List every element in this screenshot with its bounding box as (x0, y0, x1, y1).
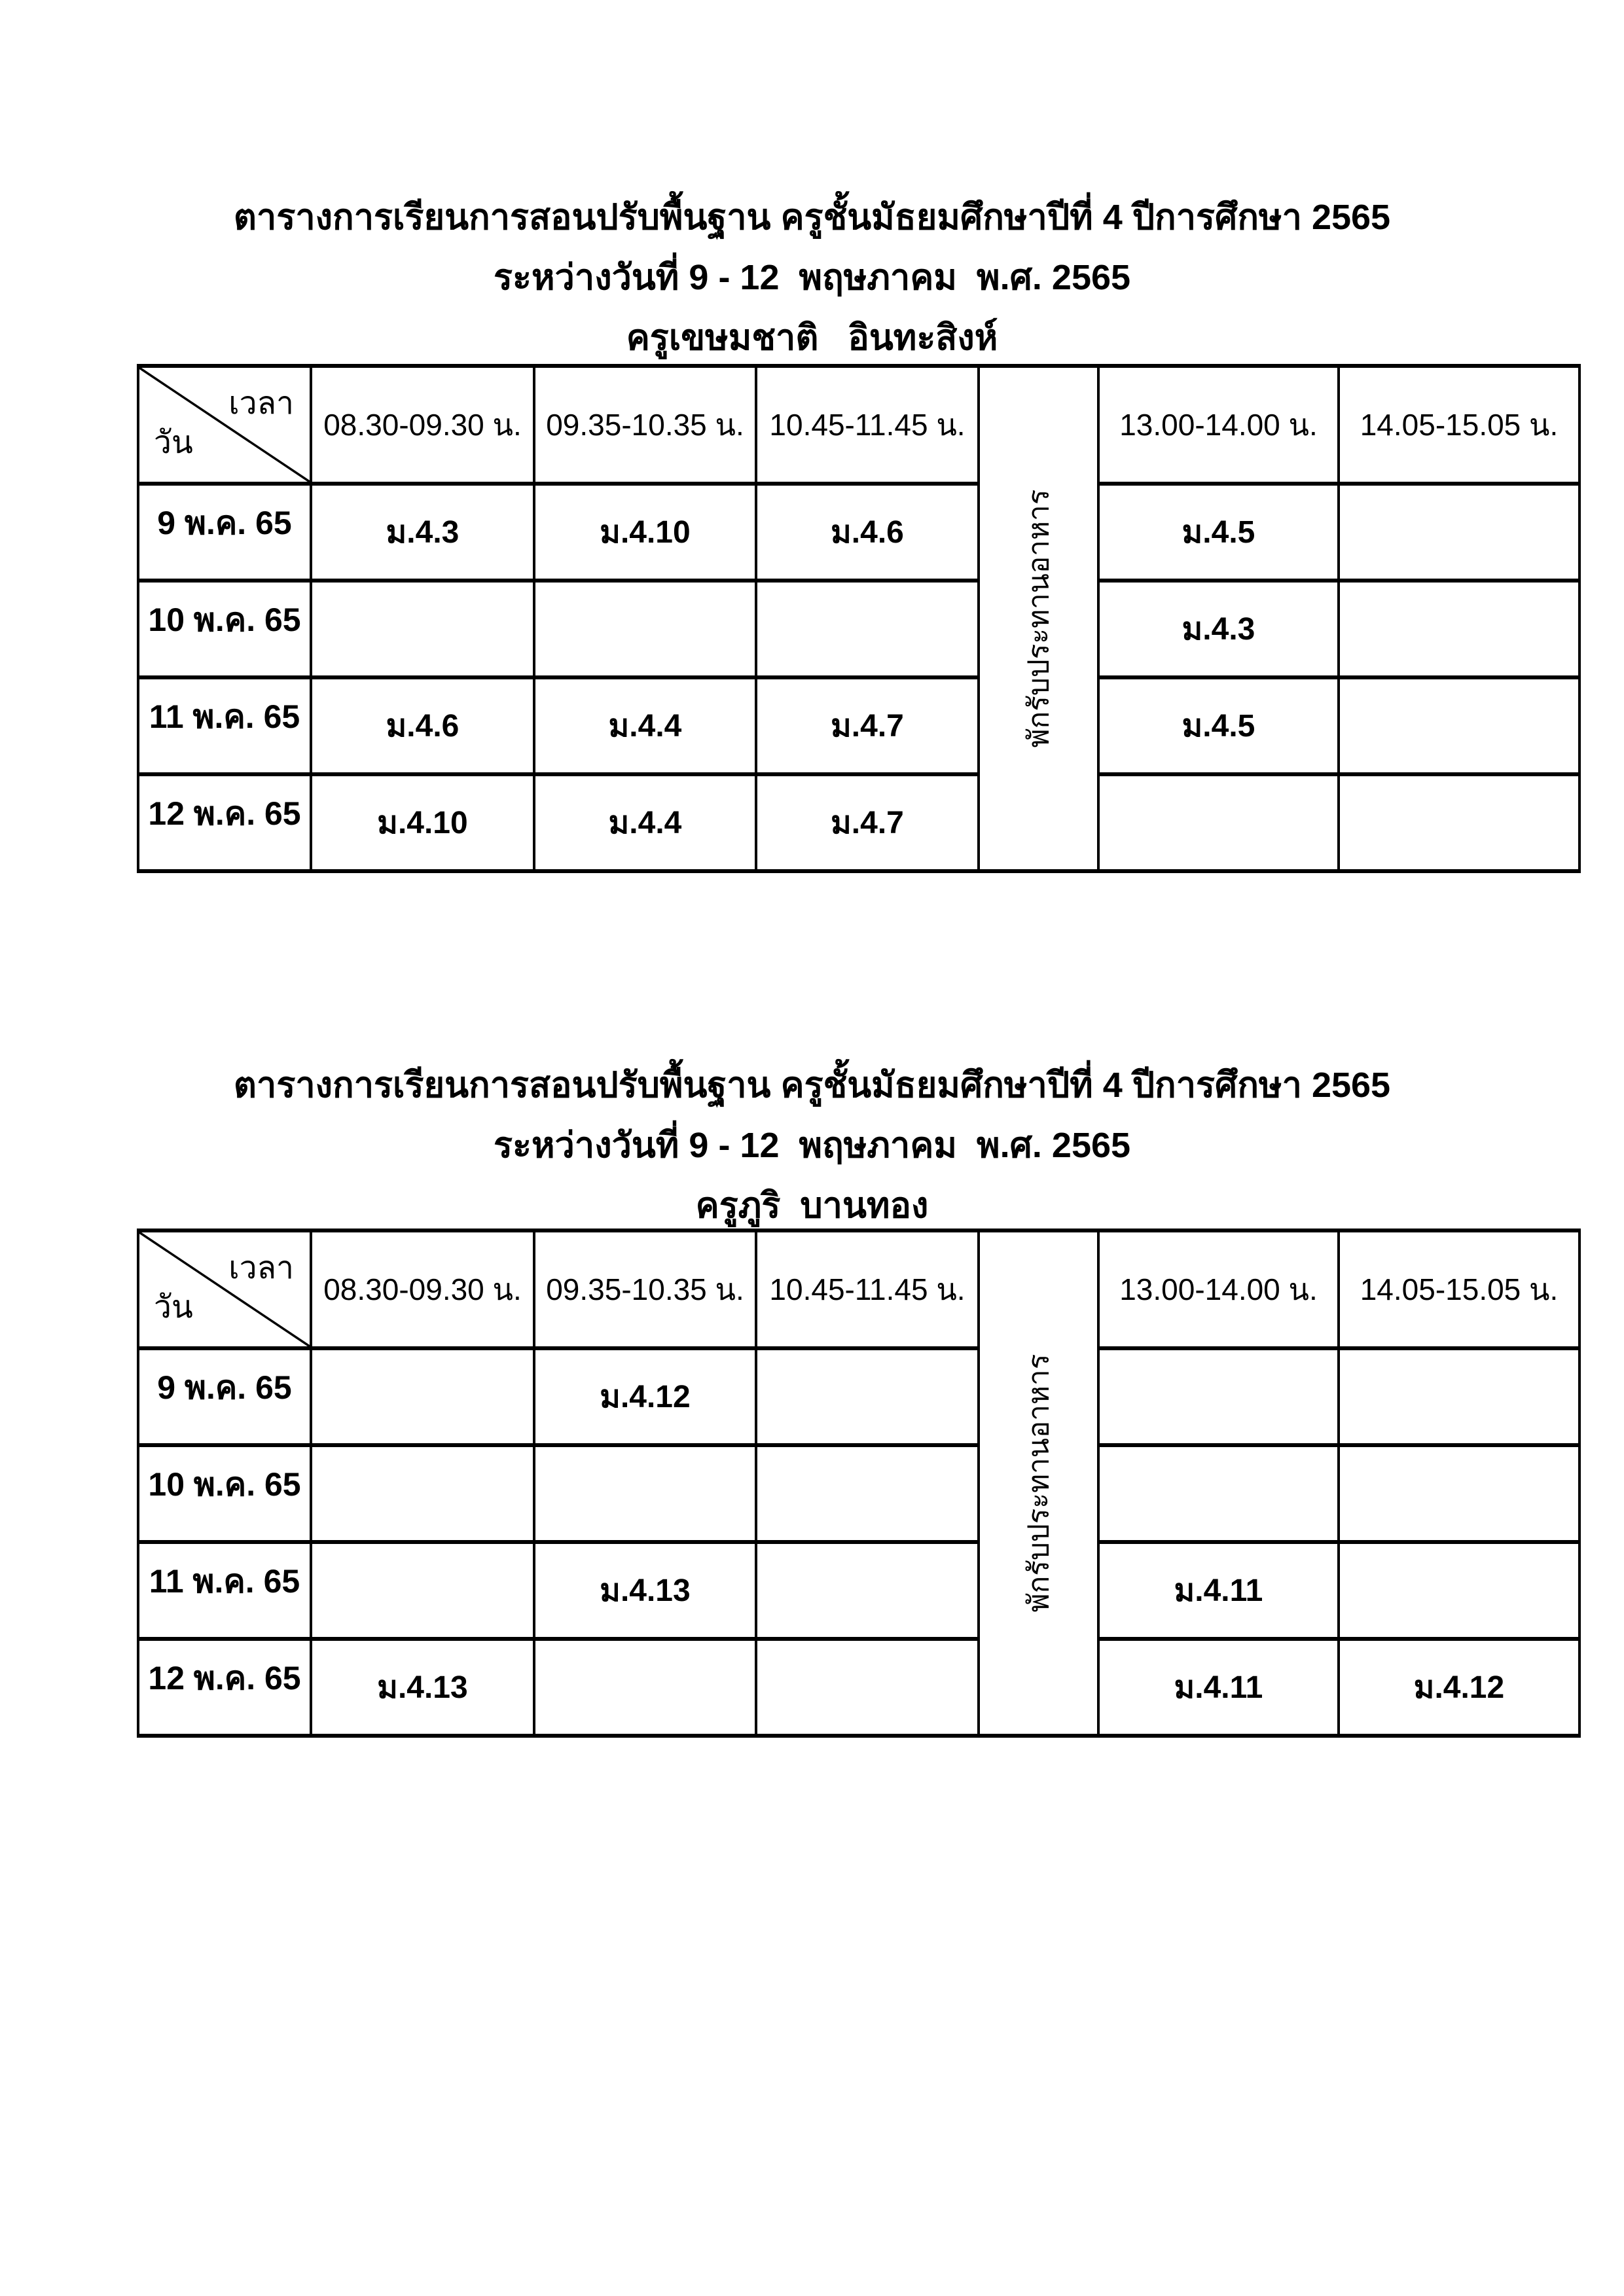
class-cell: ม.4.12 (535, 1350, 757, 1447)
corner-day-label: วัน (154, 1290, 193, 1325)
class-cell (535, 1447, 757, 1544)
time-header-cell: 09.35-10.35 น. (535, 368, 757, 486)
schedule1-title: ตารางการเรียนการสอนปรับพื้นฐาน ครูชั้นมัธยมศึกษาปีที่ 4 ปีการศึกษา 2565 (233, 198, 1391, 237)
class-cell: ม.4.7 (757, 776, 980, 873)
corner-time-label: เวลา (228, 386, 294, 421)
schedule-table-2 (137, 1229, 1581, 1738)
class-cell (1340, 1350, 1581, 1447)
time-header-cell: 10.45-11.45 น. (757, 1232, 980, 1350)
class-cell (312, 1350, 535, 1447)
class-cell: ม.4.13 (312, 1641, 535, 1738)
class-cell (1340, 679, 1581, 776)
class-cell (757, 1350, 980, 1447)
lunch-break-label: พักรับประทานอาหาร (1022, 1354, 1055, 1613)
corner-cell (139, 368, 312, 486)
class-cell (757, 1447, 980, 1544)
class-cell (1340, 1447, 1581, 1544)
time-header-cell: 08.30-09.30 น. (312, 1232, 535, 1350)
class-cell: ม.4.5 (1100, 679, 1340, 776)
class-cell: ม.4.4 (535, 679, 757, 776)
schedule1-title-block (0, 187, 1624, 368)
class-cell (1340, 1544, 1581, 1641)
time-header-cell: 13.00-14.00 น. (1100, 1232, 1340, 1350)
time-header-cell: 09.35-10.35 น. (535, 1232, 757, 1350)
day-cell: 9 พ.ค. 65 (139, 1350, 312, 1447)
class-cell: ม.4.13 (535, 1544, 757, 1641)
day-cell: 10 พ.ค. 65 (139, 1447, 312, 1544)
schedule-table-1 (137, 364, 1581, 873)
class-cell: ม.4.6 (312, 679, 535, 776)
schedule2-title: ตารางการเรียนการสอนปรับพื้นฐาน ครูชั้นมัธยมศึกษาปีที่ 4 ปีการศึกษา 2565 (233, 1066, 1391, 1105)
class-cell (312, 1447, 535, 1544)
time-header-cell: 14.05-15.05 น. (1340, 368, 1581, 486)
class-cell (757, 1641, 980, 1738)
class-cell: ม.4.6 (757, 486, 980, 583)
corner-time-label: เวลา (228, 1251, 294, 1285)
class-cell: ม.4.3 (312, 486, 535, 583)
class-cell (535, 583, 757, 679)
time-header-cell: 08.30-09.30 น. (312, 368, 535, 486)
class-cell: ม.4.11 (1100, 1544, 1340, 1641)
lunch-break-cell (980, 368, 1100, 873)
class-cell: ม.4.11 (1100, 1641, 1340, 1738)
class-cell: ม.4.7 (757, 679, 980, 776)
class-cell: ม.4.3 (1100, 583, 1340, 679)
class-cell (312, 1544, 535, 1641)
class-cell (1100, 1350, 1340, 1447)
schedule2-title-block (0, 1055, 1624, 1236)
time-header-cell: 14.05-15.05 น. (1340, 1232, 1581, 1350)
time-header-cell: 10.45-11.45 น. (757, 368, 980, 486)
class-cell (1340, 776, 1581, 873)
corner-cell (139, 1232, 312, 1350)
schedule2-teacher-name: ครูภูริ บานทอง (695, 1186, 929, 1225)
class-cell: ม.4.12 (1340, 1641, 1581, 1738)
day-cell: 12 พ.ค. 65 (139, 776, 312, 873)
class-cell (1340, 486, 1581, 583)
schedule2-date-range: ระหว่างวันที่ 9 - 12 พฤษภาคม พ.ศ. 2565 (493, 1126, 1131, 1165)
lunch-break-cell (980, 1232, 1100, 1738)
day-cell: 11 พ.ค. 65 (139, 1544, 312, 1641)
class-cell: ม.4.10 (312, 776, 535, 873)
corner-day-label: วัน (154, 425, 193, 460)
day-cell: 11 พ.ค. 65 (139, 679, 312, 776)
day-cell: 12 พ.ค. 65 (139, 1641, 312, 1738)
class-cell: ม.4.4 (535, 776, 757, 873)
class-cell (1100, 776, 1340, 873)
schedule1-teacher-name: ครูเขษมชาติ อินทะสิงห์ (626, 318, 998, 357)
class-cell: ม.4.10 (535, 486, 757, 583)
class-cell: ม.4.5 (1100, 486, 1340, 583)
day-cell: 10 พ.ค. 65 (139, 583, 312, 679)
class-cell (757, 1544, 980, 1641)
class-cell (1340, 583, 1581, 679)
time-header-cell: 13.00-14.00 น. (1100, 368, 1340, 486)
class-cell (1100, 1447, 1340, 1544)
day-cell: 9 พ.ค. 65 (139, 486, 312, 583)
class-cell (312, 583, 535, 679)
class-cell (535, 1641, 757, 1738)
lunch-break-label: พักรับประทานอาหาร (1022, 489, 1055, 748)
class-cell (757, 583, 980, 679)
schedule1-date-range: ระหว่างวันที่ 9 - 12 พฤษภาคม พ.ศ. 2565 (493, 258, 1131, 297)
